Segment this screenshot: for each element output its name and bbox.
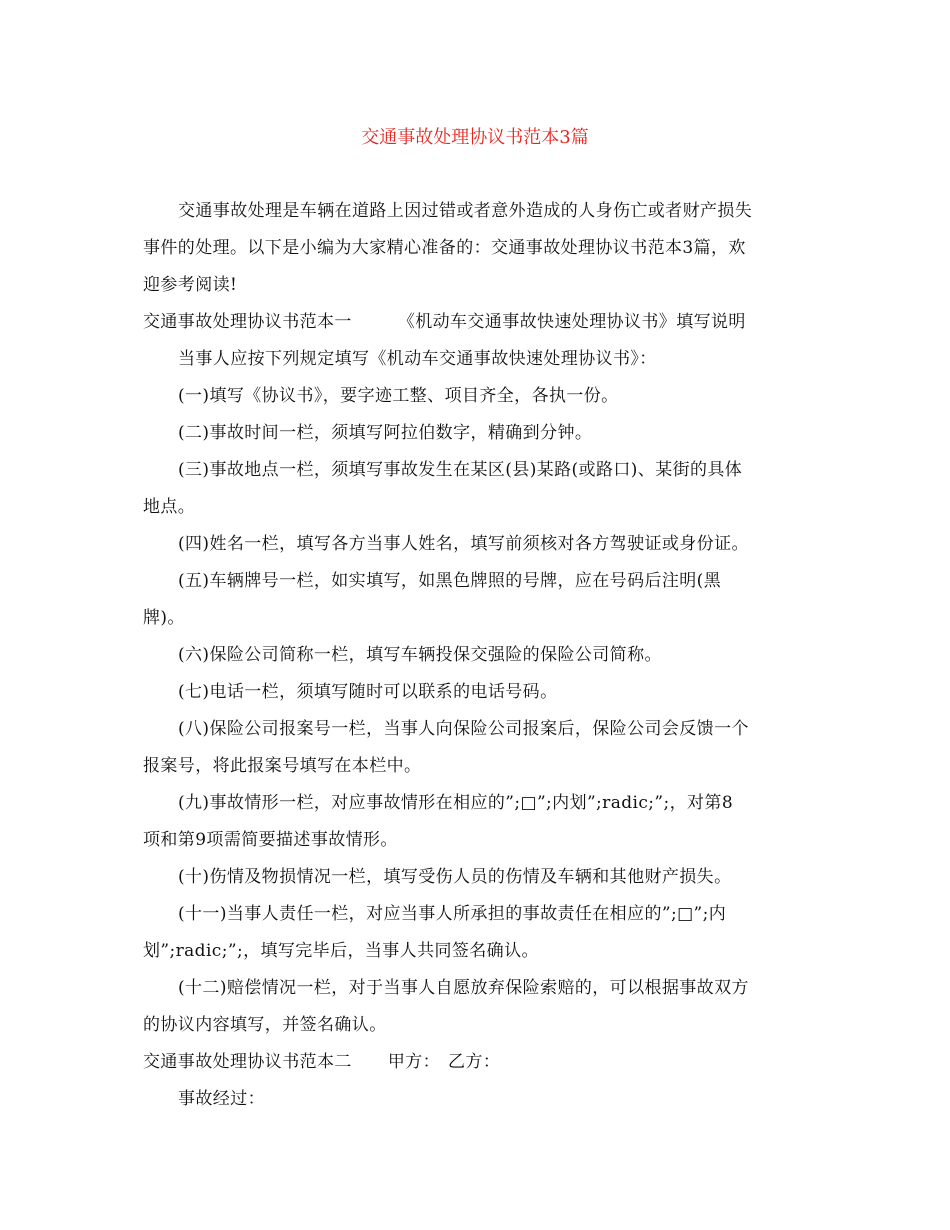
section1-heading-row xyxy=(143,307,746,332)
item-3-line-2: 地点。 xyxy=(143,497,196,517)
item-5-line-1: (五)车辆牌号一栏，如实填写，如黑色牌照的号牌，应在号码后注明(黑 xyxy=(178,571,722,591)
item-9-line-1: (九)事故情形一栏，对应事故情形在相应的”;□”;内划”;radic;”;，对第8 xyxy=(178,793,734,813)
intro-line-1: 交通事故处理是车辆在道路上因过错或者意外造成的人身伤亡或者财产损失 xyxy=(178,201,753,221)
item-6: (六)保险公司简称一栏，填写车辆投保交强险的保险公司简称。 xyxy=(178,645,662,665)
item-4: (四)姓名一栏，填写各方当事人姓名，填写前须核对各方驾驶证或身份证。 xyxy=(178,534,749,554)
document-title: 交通事故处理协议书范本3篇 xyxy=(361,127,589,148)
item-11-line-2: 划”;radic;”;，填写完毕后，当事人共同签名确认。 xyxy=(143,941,539,961)
party-a-label: 甲方： xyxy=(387,1052,441,1072)
item-10: (十)伤情及物损情况一栏，填写受伤人员的伤情及车辆和其他财产损失。 xyxy=(178,867,732,887)
item-8-line-2: 报案号，将此报案号填写在本栏中。 xyxy=(143,756,422,776)
party-b-label: 乙方： xyxy=(448,1052,501,1072)
section1-subtitle: 《机动车交通事故快速处理协议书》填写说明 xyxy=(397,312,746,332)
intro-line-2: 事件的处理。以下是小编为大家精心准备的：交通事故处理协议书范本3篇，欢 xyxy=(143,238,746,258)
item-5-line-2: 牌)。 xyxy=(143,608,185,628)
item-1: (一)填写《协议书》，要字迹工整、项目齐全，各执一份。 xyxy=(178,386,619,406)
section2-heading: 交通事故处理协议书范本二 xyxy=(143,1052,352,1072)
item-12-line-1: (十二)赔偿情况一栏，对于当事人自愿放弃保险索赔的，可以根据事故双方 xyxy=(178,978,749,998)
section1-lead: 当事人应按下列规定填写《机动车交通事故快速处理协议书》： xyxy=(178,349,657,369)
accident-process-label: 事故经过： xyxy=(178,1089,265,1109)
item-12-line-2: 的协议内容填写，并签名确认。 xyxy=(143,1015,387,1035)
intro-line-3: 迎参考阅读! xyxy=(143,275,238,295)
item-7: (七)电话一栏，须填写随时可以联系的电话号码。 xyxy=(178,682,558,702)
item-3-line-1: (三)事故地点一栏，须填写事故发生在某区(县)某路(或路口)、某街的具体 xyxy=(178,460,743,480)
item-9-line-2: 项和第9项需简要描述事故情形。 xyxy=(143,830,398,850)
section2-heading-row xyxy=(143,1047,500,1072)
item-11-line-1: (十一)当事人责任一栏，对应当事人所承担的事故责任在相应的”;□”;内 xyxy=(178,904,727,924)
section1-heading: 交通事故处理协议书范本一 xyxy=(143,312,352,332)
item-8-line-1: (八)保险公司报案号一栏，当事人向保险公司报案后，保险公司会反馈一个 xyxy=(178,719,749,739)
item-2: (二)事故时间一栏，须填写阿拉伯数字，精确到分钟。 xyxy=(178,423,593,443)
